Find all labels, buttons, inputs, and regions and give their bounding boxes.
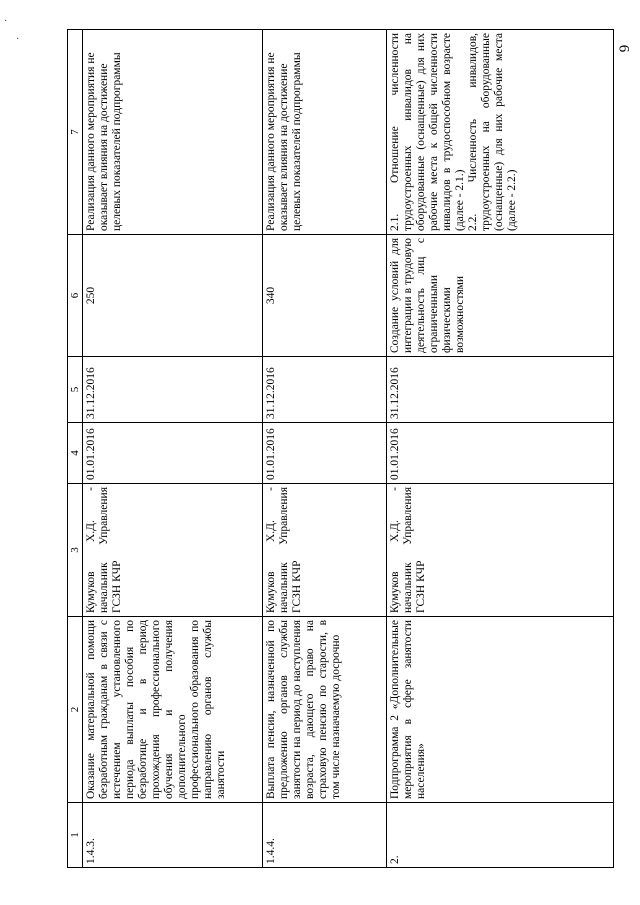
responsible-person: Кумуков Х.Д. - начальник Управления ГСЗН КЧР — [387, 484, 614, 617]
table-row — [263, 30, 387, 868]
start-date: 01.01.2016 — [83, 423, 263, 484]
header-cell: 7 — [68, 30, 83, 235]
scan-artifact: · — [16, 34, 20, 45]
start-date: 01.01.2016 — [387, 423, 614, 484]
measure-description: Подпрограмма 2 «Дополнительные мероприятия в сфере занятости населения» — [387, 617, 614, 803]
header-cell: 3 — [68, 484, 83, 617]
end-date: 31.12.2016 — [263, 357, 387, 423]
expected-result: 250 — [83, 235, 263, 357]
table-row — [387, 30, 614, 868]
header-cell: 4 — [68, 423, 83, 484]
expected-result: 340 — [263, 235, 387, 357]
rotated-page — [67, 30, 614, 868]
measure-description: Выплата пенсии, назначенной по предложению органов службы занятости на период до наступления возраста, дающего право на страховую пенсию по старости, в том числе назначаемую досрочно — [263, 617, 387, 803]
row-number: 1.4.3. — [83, 803, 263, 868]
end-date: 31.12.2016 — [83, 357, 263, 423]
row-number: 1.4.4. — [263, 803, 387, 868]
program-table — [67, 29, 614, 868]
responsible-person: Кумуков Х.Д. - начальник Управления ГСЗН КЧР — [83, 484, 263, 617]
scan-artifact: · — [4, 16, 8, 27]
responsible-person: Кумуков Х.Д. - начальник Управления ГСЗН КЧР — [263, 484, 387, 617]
target-indicators: Реализация данного мероприятия не оказывает влияния на достижение целевых показателей подпрограммы — [263, 30, 387, 235]
measure-description: Оказание материальной помощи безработным гражданам в связи с истечением установленного периода выплаты пособия по безработице и в период прохождения профессионального обучения и получения дополнительного профессионального образования по направлению органов службы занятости — [83, 617, 263, 803]
header-cell: 5 — [68, 357, 83, 423]
table-row — [83, 30, 263, 868]
start-date: 01.01.2016 — [263, 423, 387, 484]
target-indicators: 2.1. Отношение численности трудоустроенных инвалидов на оборудованные (оснащенные) для них рабочие места к общей численности инвалидов в трудоспособном возрасте (далее - 2.1.) 2.2. Численность инвалидов, трудоустроенных на оборудованные (оснащенные) для них рабочие места (далее - 2.2.) — [387, 30, 614, 235]
header-cell: 1 — [68, 803, 83, 868]
header-row — [68, 30, 83, 868]
expected-result: Создание условий для интеграции в трудовую деятельность лиц с ограниченными физическими возможностями — [387, 235, 614, 357]
target-indicators: Реализация данного мероприятия не оказывает влияния на достижение целевых показателей подпрограммы — [83, 30, 263, 235]
header-cell: 6 — [68, 235, 83, 357]
header-cell: 2 — [68, 617, 83, 803]
end-date: 31.12.2016 — [387, 357, 614, 423]
row-number: 2. — [387, 803, 614, 868]
page-number: 6 — [614, 44, 631, 53]
